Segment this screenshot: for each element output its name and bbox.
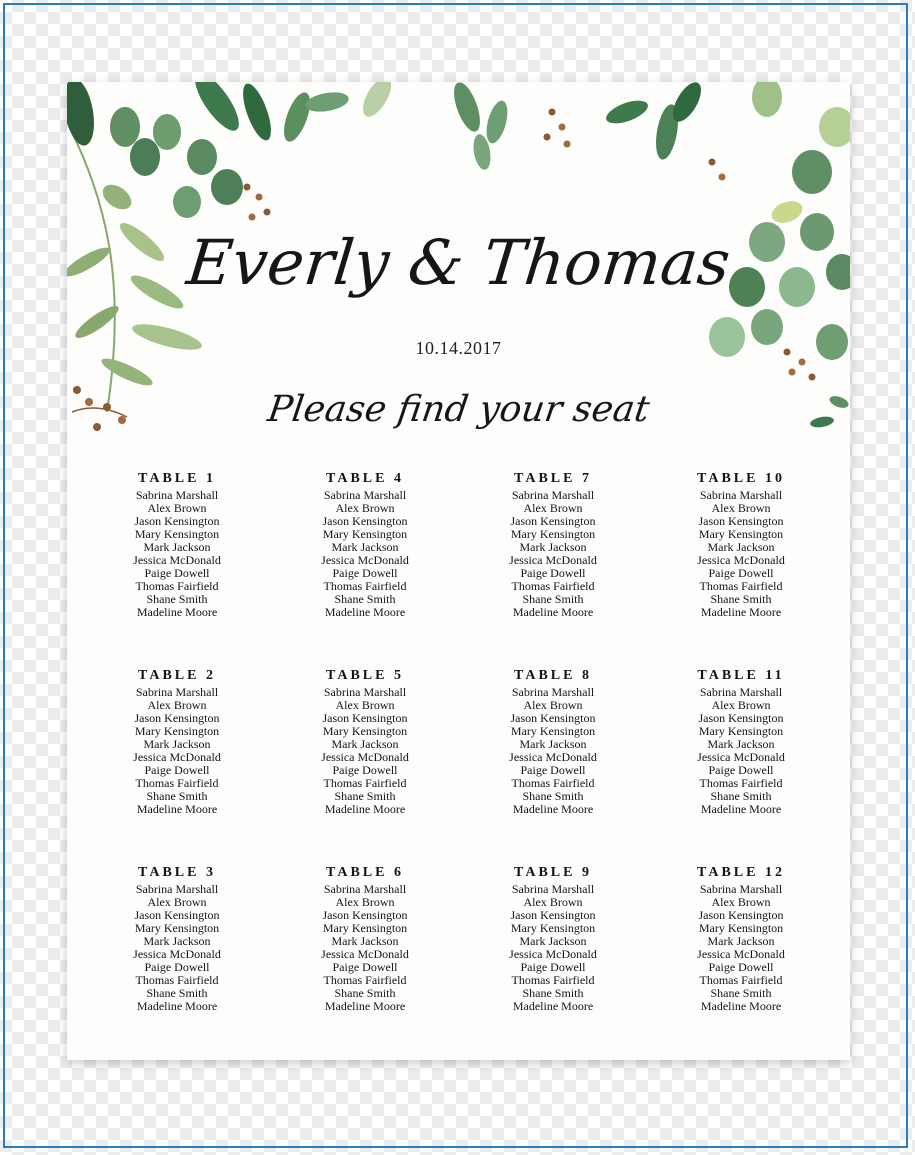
guest-name: Alex Brown: [523, 895, 583, 909]
guest-name: Sabrina Marshall: [135, 488, 219, 502]
guest-name: Thomas Fairfield: [699, 579, 783, 593]
guest-name: Madeline Moore: [700, 999, 782, 1013]
table-title: TABLE 7: [514, 471, 592, 486]
guest-name: Jessica McDonald: [509, 750, 597, 764]
guest-name: Paige Dowell: [520, 566, 586, 580]
couple-names: Everly & Thomas: [183, 226, 734, 299]
guest-name: Paige Dowell: [708, 960, 774, 974]
guest-name: Jessica McDonald: [697, 947, 785, 961]
guest-name: Paige Dowell: [144, 960, 210, 974]
seat-heading: Please find your seat: [265, 389, 652, 430]
guest-name: Jessica McDonald: [509, 553, 597, 567]
tables-grid: [83, 470, 835, 1030]
guest-name: Thomas Fairfield: [699, 776, 783, 790]
guest-name: Alex Brown: [147, 501, 207, 515]
guest-name: Alex Brown: [523, 698, 583, 712]
table-block: [459, 470, 647, 667]
guest-name: Mark Jackson: [707, 934, 775, 948]
guest-name: Sabrina Marshall: [323, 488, 407, 502]
guest-name: Mark Jackson: [331, 737, 399, 751]
guest-name: Mary Kensington: [322, 724, 408, 738]
guest-name: Paige Dowell: [708, 763, 774, 777]
guest-name: Sabrina Marshall: [323, 685, 407, 699]
guest-name: Shane Smith: [522, 789, 584, 803]
table-block: [459, 667, 647, 864]
guest-name: Jason Kensington: [322, 514, 408, 528]
guest-name: Alex Brown: [147, 698, 207, 712]
guest-name: Jessica McDonald: [321, 947, 409, 961]
guest-name: Shane Smith: [146, 592, 208, 606]
guest-name: Paige Dowell: [144, 566, 210, 580]
guest-name: Paige Dowell: [332, 763, 398, 777]
table-title: TABLE 10: [697, 471, 785, 486]
guest-name: Paige Dowell: [708, 566, 774, 580]
guest-name: Alex Brown: [711, 501, 771, 515]
table-block: [83, 667, 271, 864]
guest-name: Sabrina Marshall: [323, 882, 407, 896]
guest-name: Mary Kensington: [322, 921, 408, 935]
guest-name: Madeline Moore: [136, 802, 218, 816]
guest-name: Mark Jackson: [707, 737, 775, 751]
guest-name: Paige Dowell: [332, 960, 398, 974]
table-block: [647, 864, 835, 1060]
guest-name: Thomas Fairfield: [323, 579, 407, 593]
guest-name: Shane Smith: [334, 986, 396, 1000]
guest-name: Shane Smith: [710, 986, 772, 1000]
table-title: TABLE 2: [138, 668, 216, 683]
guest-name: Alex Brown: [711, 698, 771, 712]
guest-name: Mary Kensington: [134, 527, 220, 541]
table-title: TABLE 3: [138, 865, 216, 880]
guest-name: Alex Brown: [711, 895, 771, 909]
guest-name: Thomas Fairfield: [699, 973, 783, 987]
table-title: TABLE 11: [697, 668, 785, 683]
table-block: [271, 470, 459, 667]
guest-name: Thomas Fairfield: [511, 776, 595, 790]
guest-name: Jason Kensington: [134, 514, 220, 528]
top-foliage: [173, 82, 726, 221]
guest-name: Mary Kensington: [698, 527, 784, 541]
table-block: [647, 667, 835, 864]
guest-name: Mark Jackson: [519, 737, 587, 751]
guest-name: Jessica McDonald: [321, 750, 409, 764]
table-block: [83, 864, 271, 1060]
table-block: [459, 864, 647, 1060]
table-title: TABLE 4: [326, 471, 404, 486]
guest-name: Paige Dowell: [520, 960, 586, 974]
guest-name: Shane Smith: [334, 789, 396, 803]
guest-name: Jason Kensington: [510, 514, 596, 528]
guest-name: Paige Dowell: [332, 566, 398, 580]
guest-name: Shane Smith: [334, 592, 396, 606]
guest-name: Mary Kensington: [322, 527, 408, 541]
guest-name: Sabrina Marshall: [699, 882, 783, 896]
guest-name: Madeline Moore: [700, 802, 782, 816]
table-block: [271, 667, 459, 864]
guest-name: Madeline Moore: [324, 605, 406, 619]
table-block: [647, 470, 835, 667]
guest-name: Madeline Moore: [700, 605, 782, 619]
table-title: TABLE 8: [514, 668, 592, 683]
guest-name: Jason Kensington: [698, 514, 784, 528]
guest-name: Madeline Moore: [324, 999, 406, 1013]
guest-name: Mary Kensington: [134, 921, 220, 935]
guest-name: Thomas Fairfield: [135, 579, 219, 593]
guest-name: Paige Dowell: [144, 763, 210, 777]
guest-name: Jason Kensington: [510, 908, 596, 922]
guest-name: Sabrina Marshall: [511, 882, 595, 896]
guest-name: Jason Kensington: [698, 908, 784, 922]
guest-name: Shane Smith: [522, 592, 584, 606]
guest-name: Jessica McDonald: [697, 750, 785, 764]
guest-name: Sabrina Marshall: [135, 685, 219, 699]
guest-name: Jason Kensington: [510, 711, 596, 725]
seating-chart-poster: [67, 82, 850, 1060]
guest-name: Sabrina Marshall: [511, 685, 595, 699]
guest-name: Thomas Fairfield: [135, 973, 219, 987]
guest-name: Thomas Fairfield: [323, 776, 407, 790]
guest-name: Mark Jackson: [707, 540, 775, 554]
guest-name: Paige Dowell: [520, 763, 586, 777]
guest-name: Sabrina Marshall: [699, 488, 783, 502]
guest-name: Shane Smith: [146, 986, 208, 1000]
guest-name: Madeline Moore: [512, 802, 594, 816]
guest-name: Mary Kensington: [510, 724, 596, 738]
guest-name: Shane Smith: [710, 592, 772, 606]
guest-name: Jason Kensington: [698, 711, 784, 725]
guest-name: Thomas Fairfield: [135, 776, 219, 790]
table-title: TABLE 9: [514, 865, 592, 880]
guest-name: Sabrina Marshall: [511, 488, 595, 502]
guest-name: Thomas Fairfield: [511, 579, 595, 593]
guest-name: Shane Smith: [710, 789, 772, 803]
guest-name: Jason Kensington: [322, 908, 408, 922]
guest-name: Madeline Moore: [324, 802, 406, 816]
guest-name: Jessica McDonald: [321, 553, 409, 567]
guest-name: Alex Brown: [147, 895, 207, 909]
wedding-date: 10.14.2017: [415, 338, 502, 358]
guest-name: Madeline Moore: [512, 605, 594, 619]
guest-name: Mary Kensington: [134, 724, 220, 738]
guest-name: Mark Jackson: [143, 540, 211, 554]
guest-name: Madeline Moore: [512, 999, 594, 1013]
guest-name: Jason Kensington: [134, 711, 220, 725]
guest-name: Alex Brown: [335, 698, 395, 712]
guest-name: Shane Smith: [522, 986, 584, 1000]
table-title: TABLE 12: [697, 865, 785, 880]
guest-name: Jason Kensington: [322, 711, 408, 725]
guest-name: Mark Jackson: [143, 934, 211, 948]
guest-name: Jessica McDonald: [697, 553, 785, 567]
guest-name: Thomas Fairfield: [323, 973, 407, 987]
guest-name: Mark Jackson: [519, 540, 587, 554]
guest-name: Mary Kensington: [510, 921, 596, 935]
guest-name: Alex Brown: [523, 501, 583, 515]
table-title: TABLE 5: [326, 668, 404, 683]
guest-name: Mary Kensington: [698, 724, 784, 738]
guest-name: Madeline Moore: [136, 999, 218, 1013]
guest-name: Mary Kensington: [698, 921, 784, 935]
guest-name: Jessica McDonald: [133, 553, 221, 567]
table-title: TABLE 1: [138, 471, 216, 486]
table-block: [271, 864, 459, 1060]
table-title: TABLE 6: [326, 865, 404, 880]
table-block: [83, 470, 271, 667]
guest-name: Shane Smith: [146, 789, 208, 803]
guest-name: Alex Brown: [335, 501, 395, 515]
guest-name: Madeline Moore: [136, 605, 218, 619]
guest-name: Jessica McDonald: [133, 947, 221, 961]
guest-name: Mark Jackson: [143, 737, 211, 751]
guest-name: Jason Kensington: [134, 908, 220, 922]
guest-name: Sabrina Marshall: [699, 685, 783, 699]
guest-name: Jessica McDonald: [133, 750, 221, 764]
guest-name: Mark Jackson: [331, 934, 399, 948]
guest-name: Alex Brown: [335, 895, 395, 909]
guest-name: Thomas Fairfield: [511, 973, 595, 987]
guest-name: Mark Jackson: [331, 540, 399, 554]
guest-name: Mary Kensington: [510, 527, 596, 541]
guest-name: Jessica McDonald: [509, 947, 597, 961]
guest-name: Mark Jackson: [519, 934, 587, 948]
guest-name: Sabrina Marshall: [135, 882, 219, 896]
